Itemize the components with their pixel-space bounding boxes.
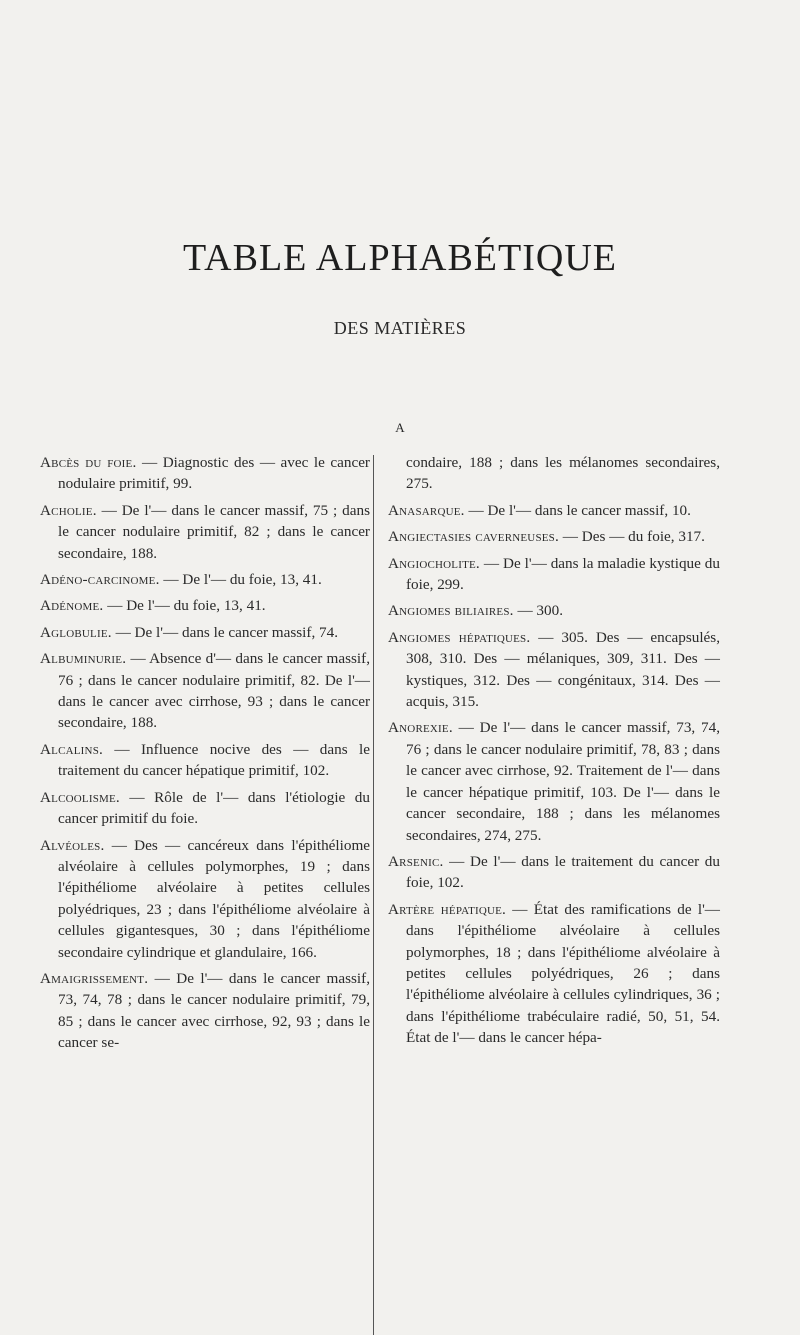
index-entry <box>40 500 370 564</box>
entry-text: — De l'— dans la maladie kystique du foie, 299. <box>406 554 720 594</box>
index-entry <box>388 452 720 495</box>
entry-heading: Arsenic. <box>388 852 444 870</box>
page-title: TABLE ALPHABÉTIQUE <box>183 237 617 279</box>
index-entry <box>388 553 720 596</box>
entry-text: — 300. <box>513 602 563 620</box>
entry-text: — 305. Des — encapsulés, 308, 310. Des — mélaniques, 309, 311. Des — kystiques, 312. Des — congénitaux, 314. Des — acquis, 315. <box>406 628 720 711</box>
entry-heading: Alvéoles. <box>40 836 105 854</box>
entry-text: — Diagnostic des — avec le cancer nodulaire primitif, 99. <box>58 454 370 493</box>
entry-heading: Angiectasies caverneuses. <box>388 528 559 546</box>
index-entry <box>388 851 720 894</box>
entry-text: — De l'— dans le traitement du cancer du foie, 102. <box>406 852 720 892</box>
entry-heading: Adénome. <box>40 597 104 615</box>
entry-heading: Aglobulie. <box>40 623 112 641</box>
index-entry <box>40 648 370 734</box>
entry-text: — Des — du foie, 317. <box>559 528 705 546</box>
index-entry <box>388 717 720 845</box>
index-entry <box>388 526 720 547</box>
entry-text: — De l'— dans le cancer massif, 75 ; dans le cancer nodulaire primitif, 82 ; dans le cancer secondaire, 188. <box>58 501 370 562</box>
entry-heading: Acholie. <box>40 501 97 519</box>
entry-text: — De l'— du foie, 13, 41. <box>103 597 266 615</box>
entry-heading: Abcès du foie. <box>40 454 137 471</box>
entry-text: condaire, 188 ; dans les mélanomes secondaires, 275. <box>406 454 720 493</box>
column-divider <box>373 455 374 1335</box>
right-column <box>388 452 720 1054</box>
entry-text: — Influence nocive des — dans le traitement du cancer hépatique primitif, 102. <box>58 740 370 780</box>
entry-heading: Angiomes biliaires. <box>388 602 514 620</box>
entry-text: — Des — cancéreux dans l'épithéliome alvéolaire à cellules polymorphes, 19 ; dans l'épithéliome alvéolaire à petites cellules polyédriques, 23 ; dans l'épithéliome alvéolaire à cellules gigantesques, 30 ; dans l'épithéliome secondaire cylindrique et glandulaire, 166. <box>58 836 370 961</box>
index-entry <box>40 622 370 643</box>
entry-heading: Albuminurie. <box>40 650 127 668</box>
entry-heading: Amaigrissement. <box>40 969 149 987</box>
entry-text: — De l'— du foie, 13, 41. <box>159 571 322 589</box>
entry-heading: Alcalins. <box>40 740 104 758</box>
entry-text: — État des ramifications de l'— dans l'épithéliome alvéolaire à cellules polymorphes, 18 ; dans l'épithéliome alvéolaire à petites cellules polyédriques, 26 ; dans l'épithéliome alvéolaire à cellules cylindriques, 36 ; dans l'épithéliome trabéculaire radié, 50, 51, 54. État de l'— dans le cancer hépa- <box>406 900 720 1047</box>
entry-heading: Angiomes hépatiques. <box>388 628 531 646</box>
page-subtitle: DES MATIÈRES <box>333 318 467 338</box>
index-entry <box>40 787 370 830</box>
section-letter: A <box>395 420 405 435</box>
index-entry <box>388 600 720 621</box>
index-entry <box>388 627 720 713</box>
entry-heading: Anasarque. <box>388 501 465 519</box>
index-entry <box>40 452 370 495</box>
entry-text: — De l'— dans le cancer massif, 74. <box>111 623 339 641</box>
entry-text: — Rôle de l'— dans l'étiologie du cancer primitif du foie. <box>58 788 370 828</box>
entry-text: — De l'— dans le cancer massif, 73, 74, 76 ; dans le cancer nodulaire primitif, 78, 83 ; dans le cancer avec cirrhose, 92. Traitement de l'— dans le cancer hépatique primitif, 103. De l'— dans le cancer secondaire, 188 ; dans les mélanomes secondaires, 274, 275. <box>406 719 720 844</box>
entry-text: — De l'— dans le cancer massif, 73, 74, 78 ; dans le cancer nodulaire primitif, 79, 85 ; dans le cancer avec cirrhose, 92, 93 ; dans le cancer se- <box>58 969 370 1052</box>
index-entry <box>40 739 370 782</box>
index-entry <box>40 569 370 590</box>
index-entry <box>40 835 370 963</box>
entry-heading: Angiocholite. <box>388 554 480 572</box>
index-entry <box>40 968 370 1054</box>
index-entry <box>40 595 370 616</box>
entry-heading: Alcoolisme. <box>40 788 120 806</box>
entry-heading: Anorexie. <box>388 719 453 737</box>
index-entry <box>388 899 720 1049</box>
entry-text: — Absence d'— dans le cancer massif, 76 ; dans le cancer nodulaire primitif, 82. De l'— dans le cancer avec cirrhose, 93 ; dans le cancer secondaire, 188. <box>58 650 370 732</box>
left-column <box>40 452 370 1059</box>
entry-heading: Artère hépatique. <box>388 900 507 918</box>
entry-heading: Adéno-carcinome. <box>40 571 160 589</box>
index-entry <box>388 500 720 521</box>
entry-text: — De l'— dans le cancer massif, 10. <box>464 501 691 519</box>
